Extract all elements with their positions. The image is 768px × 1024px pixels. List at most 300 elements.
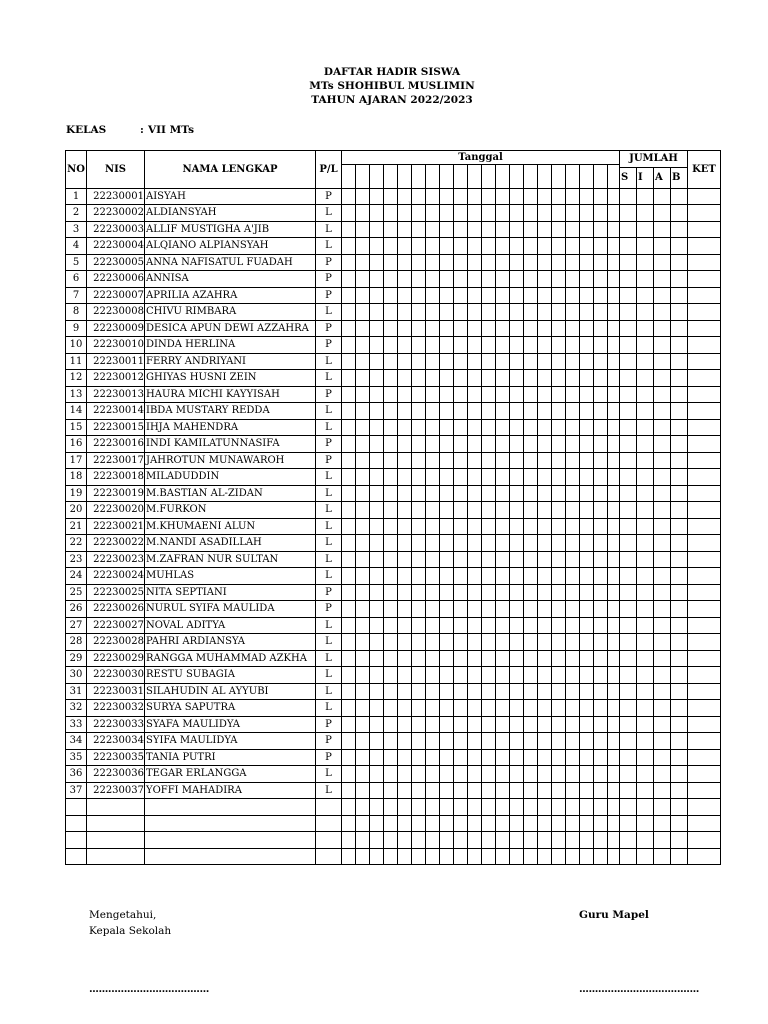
attendance-cell [552,782,566,799]
attendance-cell [566,568,580,585]
blank-cell [620,799,637,816]
attendance-cell [637,370,654,387]
attendance-cell [468,254,482,271]
attendance-cell [594,337,608,354]
attendance-cell [496,254,510,271]
row-pl: L [316,535,342,552]
blank-cell [688,799,721,816]
attendance-cell [671,287,688,304]
attendance-cell [637,238,654,255]
attendance-cell [688,485,721,502]
attendance-cell [468,733,482,750]
attendance-cell [688,601,721,618]
attendance-cell [594,188,608,205]
row-nis: 22230004 [87,238,145,255]
row-nama: HAURA MICHI KAYYISAH [145,386,316,403]
attendance-cell [496,304,510,321]
attendance-cell [454,304,468,321]
date-column [426,165,440,189]
attendance-cell [412,667,426,684]
attendance-cell [482,205,496,222]
row-nama: DESICA APUN DEWI AZZAHRA [145,320,316,337]
row-nama: SYIFA MAULIDYA [145,733,316,750]
attendance-cell [594,238,608,255]
attendance-cell [398,419,412,436]
attendance-cell [426,601,440,618]
blank-cell [145,848,316,865]
attendance-cell [440,650,454,667]
attendance-cell [594,254,608,271]
attendance-cell [468,551,482,568]
row-nis: 22230015 [87,419,145,436]
table-row [66,320,721,337]
attendance-cell [637,518,654,535]
attendance-cell [412,353,426,370]
attendance-cell [426,304,440,321]
attendance-cell [580,584,594,601]
attendance-cell [426,502,440,519]
attendance-cell [637,287,654,304]
attendance-cell [594,568,608,585]
table-row [66,601,721,618]
attendance-cell [426,551,440,568]
attendance-cell [370,502,384,519]
attendance-cell [654,337,671,354]
row-pl: L [316,650,342,667]
guru-mapel-text: Guru Mapel [579,909,649,921]
table-row [66,733,721,750]
attendance-cell [688,650,721,667]
attendance-cell [538,584,552,601]
attendance-cell [342,485,356,502]
row-number: 26 [66,601,87,618]
attendance-cell [654,221,671,238]
attendance-cell [620,469,637,486]
attendance-cell [566,403,580,420]
attendance-cell [637,205,654,222]
attendance-cell [370,469,384,486]
attendance-cell [384,766,398,783]
row-number: 37 [66,782,87,799]
blank-cell [440,799,454,816]
attendance-cell [654,254,671,271]
attendance-cell [454,584,468,601]
attendance-cell [468,617,482,634]
attendance-cell [440,601,454,618]
row-number: 19 [66,485,87,502]
attendance-cell [356,650,370,667]
attendance-cell [671,617,688,634]
attendance-cell [454,535,468,552]
attendance-cell [440,700,454,717]
attendance-cell [440,452,454,469]
attendance-cell [412,584,426,601]
attendance-cell [594,320,608,337]
attendance-cell [608,452,620,469]
attendance-cell [538,254,552,271]
attendance-cell [671,584,688,601]
attendance-cell [608,634,620,651]
attendance-cell [608,568,620,585]
row-number: 14 [66,403,87,420]
row-number: 29 [66,650,87,667]
attendance-cell [426,716,440,733]
blank-cell [384,815,398,832]
attendance-cell [637,584,654,601]
kepala-sekolah-signature-line: ...................................... [89,983,209,995]
table-row [66,716,721,733]
attendance-cell [454,634,468,651]
date-column [454,165,468,189]
row-nis: 22230023 [87,551,145,568]
attendance-cell [580,271,594,288]
row-number: 1 [66,188,87,205]
attendance-cell [671,749,688,766]
attendance-cell [468,749,482,766]
row-nis: 22230029 [87,650,145,667]
attendance-cell [370,452,384,469]
attendance-cell [496,370,510,387]
attendance-cell [620,551,637,568]
blank-cell [594,799,608,816]
kelas-label: KELAS [66,124,107,136]
attendance-cell [671,188,688,205]
attendance-cell [580,370,594,387]
attendance-cell [654,370,671,387]
blank-cell [608,848,620,865]
attendance-cell [398,452,412,469]
attendance-cell [398,667,412,684]
row-pl: P [316,584,342,601]
attendance-cell [342,716,356,733]
row-nama: ALLIF MUSTIGHA A'JIB [145,221,316,238]
attendance-cell [620,188,637,205]
row-nama: GHIYAS HUSNI ZEIN [145,370,316,387]
attendance-cell [510,551,524,568]
row-pl: P [316,436,342,453]
attendance-cell [671,634,688,651]
attendance-cell [496,667,510,684]
attendance-cell [608,205,620,222]
row-pl: L [316,518,342,535]
attendance-cell [566,337,580,354]
row-number: 34 [66,733,87,750]
attendance-cell [580,634,594,651]
attendance-cell [552,650,566,667]
attendance-cell [637,650,654,667]
attendance-cell [510,584,524,601]
attendance-cell [468,634,482,651]
row-pl: P [316,716,342,733]
attendance-cell [482,287,496,304]
attendance-cell [384,535,398,552]
row-nis: 22230010 [87,337,145,354]
attendance-cell [688,766,721,783]
attendance-cell [496,782,510,799]
attendance-cell [412,617,426,634]
attendance-cell [608,617,620,634]
attendance-cell [356,403,370,420]
attendance-cell [468,304,482,321]
attendance-cell [342,518,356,535]
kepala-sekolah-text: Kepala Sekolah [89,925,172,937]
attendance-cell [538,551,552,568]
attendance-cell [356,502,370,519]
attendance-cell [620,337,637,354]
attendance-cell [566,254,580,271]
attendance-cell [412,551,426,568]
attendance-cell [356,452,370,469]
guru-mapel-signature-line: ...................................... [579,983,699,995]
row-nama: SYAFA MAULIDYA [145,716,316,733]
attendance-cell [608,584,620,601]
attendance-cell [552,386,566,403]
kelas-value: VII MTs [148,124,195,136]
attendance-cell [566,469,580,486]
attendance-cell [440,271,454,288]
attendance-cell [654,188,671,205]
attendance-cell [342,782,356,799]
attendance-cell [524,551,538,568]
attendance-cell [580,700,594,717]
attendance-cell [620,568,637,585]
attendance-cell [384,551,398,568]
attendance-cell [412,205,426,222]
attendance-cell [608,650,620,667]
attendance-cell [482,320,496,337]
blank-cell [440,815,454,832]
attendance-cell [496,502,510,519]
attendance-cell [608,287,620,304]
attendance-cell [510,469,524,486]
blank-cell [620,848,637,865]
row-pl: P [316,733,342,750]
attendance-cell [671,403,688,420]
attendance-cell [496,584,510,601]
attendance-cell [566,386,580,403]
attendance-cell [671,271,688,288]
blank-cell [510,799,524,816]
attendance-cell [688,733,721,750]
attendance-cell [552,683,566,700]
header-jumlah: JUMLAH [620,151,688,168]
attendance-cell [510,452,524,469]
attendance-cell [524,733,538,750]
attendance-cell [538,386,552,403]
attendance-cell [637,502,654,519]
attendance-cell [608,766,620,783]
table-row [66,502,721,519]
attendance-cell [671,485,688,502]
attendance-cell [654,584,671,601]
table-row [66,617,721,634]
attendance-cell [412,766,426,783]
attendance-cell [524,221,538,238]
row-nis: 22230012 [87,370,145,387]
row-number: 35 [66,749,87,766]
table-row [66,518,721,535]
attendance-cell [412,287,426,304]
attendance-cell [356,485,370,502]
header-a: A [654,167,671,188]
row-nis: 22230021 [87,518,145,535]
row-number: 32 [66,700,87,717]
row-nama: NITA SEPTIANI [145,584,316,601]
blank-cell [566,832,580,849]
attendance-cell [538,667,552,684]
attendance-cell [552,436,566,453]
attendance-cell [496,485,510,502]
attendance-cell [398,601,412,618]
header-tanggal: Tanggal [342,151,620,165]
table-row [66,238,721,255]
attendance-cell [552,287,566,304]
attendance-cell [671,535,688,552]
attendance-cell [398,221,412,238]
blank-cell [671,832,688,849]
blank-cell [342,815,356,832]
row-nis: 22230022 [87,535,145,552]
attendance-cell [637,700,654,717]
attendance-cell [454,502,468,519]
attendance-cell [620,271,637,288]
row-nama: M.BASTIAN AL-ZIDAN [145,485,316,502]
table-row [66,386,721,403]
attendance-cell [566,238,580,255]
attendance-cell [552,766,566,783]
attendance-cell [356,617,370,634]
attendance-cell [468,386,482,403]
attendance-cell [688,238,721,255]
date-column [412,165,426,189]
attendance-cell [620,205,637,222]
attendance-cell [594,601,608,618]
row-nama: DINDA HERLINA [145,337,316,354]
attendance-cell [496,287,510,304]
row-pl: L [316,469,342,486]
attendance-cell [524,782,538,799]
blank-cell [145,799,316,816]
row-number: 2 [66,205,87,222]
attendance-cell [454,617,468,634]
blank-cell [580,832,594,849]
blank-cell [370,848,384,865]
blank-cell [412,848,426,865]
attendance-cell [440,485,454,502]
attendance-cell [566,766,580,783]
attendance-cell [342,304,356,321]
attendance-cell [608,733,620,750]
attendance-cell [637,452,654,469]
attendance-cell [384,683,398,700]
row-nama: PAHRI ARDIANSYA [145,634,316,651]
attendance-cell [342,535,356,552]
attendance-cell [384,436,398,453]
attendance-cell [426,535,440,552]
table-row [66,551,721,568]
blank-cell [580,815,594,832]
attendance-cell [524,403,538,420]
attendance-cell [552,667,566,684]
blank-cell [398,832,412,849]
attendance-cell [440,584,454,601]
attendance-cell [440,667,454,684]
blank-cell [87,815,145,832]
attendance-cell [468,683,482,700]
attendance-cell [454,337,468,354]
attendance-cell [370,782,384,799]
attendance-cell [384,287,398,304]
row-number: 23 [66,551,87,568]
attendance-cell [524,452,538,469]
blank-cell [356,815,370,832]
attendance-cell [538,601,552,618]
attendance-cell [637,221,654,238]
date-column [370,165,384,189]
attendance-cell [580,205,594,222]
attendance-cell [496,733,510,750]
attendance-cell [384,617,398,634]
attendance-cell [370,766,384,783]
attendance-cell [688,221,721,238]
attendance-cell [496,419,510,436]
row-nis: 22230032 [87,700,145,717]
attendance-cell [356,271,370,288]
attendance-cell [370,535,384,552]
attendance-cell [356,749,370,766]
blank-cell [370,799,384,816]
attendance-cell [510,766,524,783]
table-row [66,667,721,684]
attendance-cell [356,568,370,585]
attendance-cell [688,419,721,436]
attendance-cell [426,287,440,304]
attendance-cell [342,221,356,238]
attendance-cell [620,716,637,733]
attendance-cell [538,634,552,651]
row-nis: 22230025 [87,584,145,601]
attendance-cell [580,716,594,733]
attendance-cell [454,551,468,568]
attendance-cell [608,683,620,700]
blank-cell [426,799,440,816]
row-nis: 22230005 [87,254,145,271]
attendance-cell [637,436,654,453]
attendance-cell [496,238,510,255]
row-number: 8 [66,304,87,321]
attendance-cell [384,667,398,684]
attendance-cell [594,386,608,403]
row-nis: 22230028 [87,634,145,651]
attendance-cell [552,205,566,222]
row-pl: P [316,188,342,205]
blank-cell [608,815,620,832]
blank-cell [510,815,524,832]
attendance-cell [688,634,721,651]
attendance-cell [398,485,412,502]
blank-cell [620,832,637,849]
attendance-cell [426,337,440,354]
blank-cell [440,848,454,865]
row-nis: 22230019 [87,485,145,502]
header-nama: NAMA LENGKAP [145,151,316,189]
attendance-cell [594,469,608,486]
attendance-cell [620,485,637,502]
attendance-cell [580,683,594,700]
blank-cell [426,815,440,832]
attendance-cell [566,419,580,436]
attendance-cell [384,221,398,238]
